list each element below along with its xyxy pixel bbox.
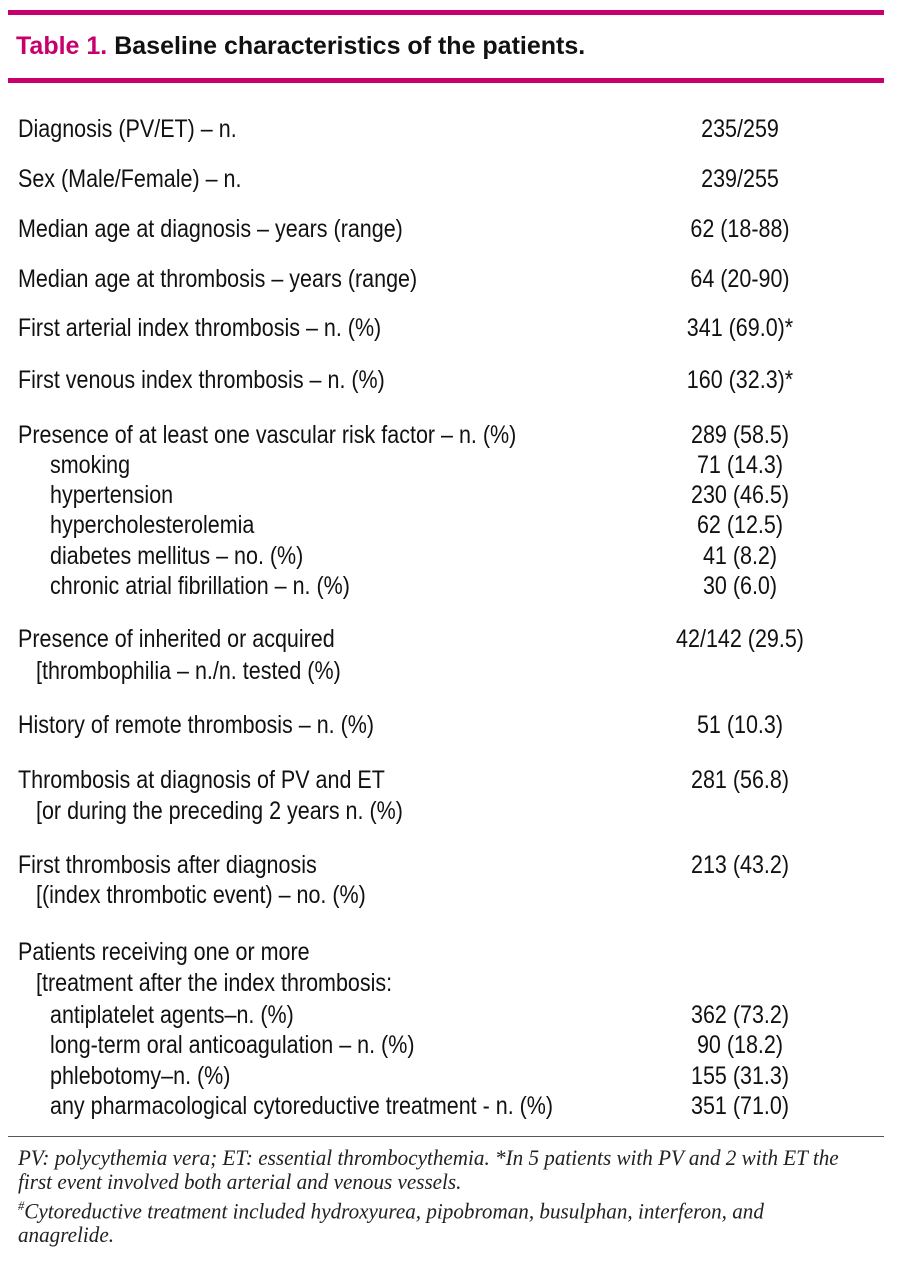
row-value: 62 (18-88): [690, 215, 790, 243]
footnote-cytoreductive: [18, 1194, 844, 1247]
table-caption: [16, 30, 585, 62]
row-value: 42/142 (29.5): [676, 625, 804, 653]
row-value: 341 (69.0)*: [686, 314, 794, 342]
row-label: Presence of inherited or acquired: [18, 625, 335, 653]
row-label: [(index thrombotic event) – no. (%): [36, 881, 366, 909]
row-value: 289 (58.5): [690, 421, 790, 449]
row-value: 51 (10.3): [696, 711, 784, 739]
row-value: 71 (14.3): [696, 451, 784, 479]
row-label: Thrombosis at diagnosis of PV and ET: [18, 766, 385, 794]
row-value: 155 (31.3): [690, 1062, 790, 1090]
row-label: Sex (Male/Female) – n.: [18, 165, 242, 193]
table-label: Table 1.: [16, 32, 108, 60]
row-value: 160 (32.3)*: [686, 366, 794, 394]
top-rule: [8, 10, 884, 15]
table-title: Baseline characteristics of the patients.: [114, 32, 586, 60]
row-label: Patients receiving one or more: [18, 938, 310, 966]
row-label: diabetes mellitus – no. (%): [50, 542, 304, 570]
row-value: 30 (6.0): [702, 572, 778, 600]
table-footnotes: [18, 1146, 844, 1247]
row-value: 62 (12.5): [696, 511, 784, 539]
row-label: [thrombophilia – n./n. tested (%): [36, 657, 341, 685]
row-label: phlebotomy–n. (%): [50, 1062, 231, 1090]
row-label: [or during the preceding 2 years n. (%): [36, 797, 403, 825]
row-label: First thrombosis after diagnosis: [18, 851, 317, 879]
row-value: 41 (8.2): [702, 542, 778, 570]
row-label: Presence of at least one vascular risk factor – n. (%): [18, 421, 517, 449]
footnote-marker: #: [18, 1198, 25, 1213]
row-value: 281 (56.8): [690, 766, 790, 794]
row-label: Diagnosis (PV/ET) – n.: [18, 115, 237, 143]
row-value: 90 (18.2): [696, 1031, 784, 1059]
row-label: First arterial index thrombosis – n. (%): [18, 314, 382, 342]
row-value: 64 (20-90): [690, 265, 790, 293]
row-value: 239/255: [701, 165, 779, 193]
row-label: Median age at diagnosis – years (range): [18, 215, 403, 243]
row-value: 351 (71.0): [690, 1092, 790, 1120]
footnote-abbreviations: PV: polycythemia vera; ET: essential thrombocythemia. *In 5 patients with PV and 2 with ET the first event involved both arterial and venous vessels.: [18, 1145, 839, 1194]
row-label: [treatment after the index thrombosis:: [36, 969, 393, 997]
row-value: 230 (46.5): [690, 481, 790, 509]
row-value: 362 (73.2): [690, 1001, 790, 1029]
row-value: 235/259: [701, 115, 779, 143]
footnote-cytoreductive-text: Cytoreductive treatment included hydroxyurea, pipobroman, busulphan, interferon, and anagrelide.: [18, 1198, 764, 1248]
row-label: History of remote thrombosis – n. (%): [18, 711, 375, 739]
header-rule: [8, 78, 884, 83]
row-label: any pharmacological cytoreductive treatment - n. (%): [50, 1092, 554, 1120]
footer-rule: [8, 1136, 884, 1137]
row-label: Median age at thrombosis – years (range): [18, 265, 418, 293]
row-label: antiplatelet agents–n. (%): [50, 1001, 294, 1029]
row-label: smoking: [50, 451, 131, 479]
row-label: hypercholesterolemia: [50, 511, 255, 539]
row-label: hypertension: [50, 481, 174, 509]
row-label: chronic atrial fibrillation – n. (%): [50, 572, 350, 600]
row-label: First venous index thrombosis – n. (%): [18, 366, 385, 394]
row-label: long-term oral anticoagulation – n. (%): [50, 1031, 415, 1059]
row-value: 213 (43.2): [690, 851, 790, 879]
